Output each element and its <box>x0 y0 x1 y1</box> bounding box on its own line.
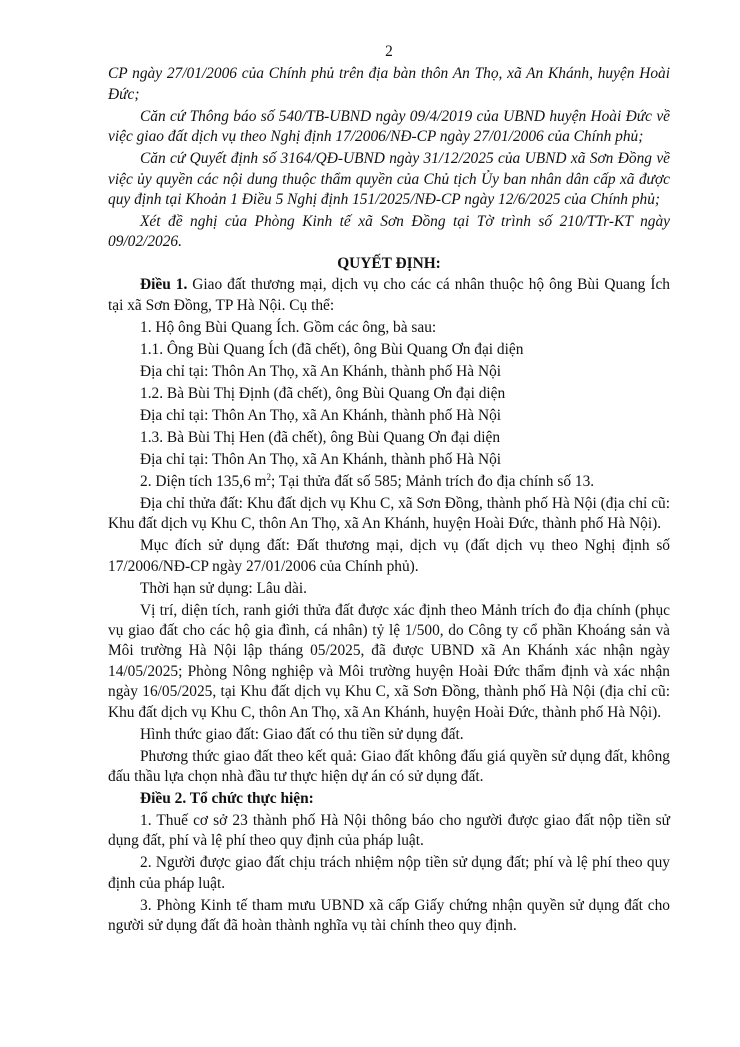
preamble-basis-notice: Căn cứ Thông báo số 540/TB-UBND ngày 09/4/2019 của UBND huyện Hoài Đức về việc giao đất dịch vụ theo Nghị định 17/2006/NĐ-CP ngày 27/01/2006 của Chính phủ; <box>108 107 670 146</box>
decision-title: QUYẾT ĐỊNH: <box>337 255 441 273</box>
member-3: 1.3. Bà Bùi Thị Hen (đã chết), ông Bùi Quang Ơn đại diện <box>140 428 501 446</box>
page-number: 2 <box>385 43 393 60</box>
article-1-intro-text: Giao đất thương mại, dịch vụ cho các cá nhân thuộc hộ ông Bùi Quang Ích tại xã Sơn Đồng, TP Hà Nội. Cụ thể: <box>108 276 670 314</box>
land-address: Địa chỉ thửa đất: Khu đất dịch vụ Khu C, xã Sơn Đồng, thành phố Hà Nội (địa chỉ cũ: Khu đất dịch vụ Khu C, thôn An Thọ, xã An Khánh, huyện Hoài Đức, thành phố Hà Nội). <box>108 494 670 533</box>
land-area-superscript: 2 <box>266 471 272 482</box>
preamble-continuation: CP ngày 27/01/2006 của Chính phủ trên địa bàn thôn An Thọ, xã An Khánh, huyện Hoài Đức; <box>108 65 670 103</box>
article-1-heading: Điều 1. <box>140 276 188 294</box>
household-line: 1. Hộ ông Bùi Quang Ích. Gồm các ông, bà sau: <box>140 318 437 336</box>
allocation-form: Hình thức giao đất: Giao đất có thu tiền sử dụng đất. <box>140 725 464 743</box>
land-area-line <box>108 472 670 492</box>
preamble-proposal: Xét đề nghị của Phòng Kinh tế xã Sơn Đồng tại Tờ trình số 210/TTr-KT ngày 09/02/2026. <box>108 213 670 251</box>
land-term: Thời hạn sử dụng: Lâu dài. <box>140 579 307 597</box>
land-area-suffix: ; Tại thửa đất số 585; Mảnh trích đo địa chính số 13. <box>271 472 595 490</box>
member-3-address: Địa chỉ tại: Thôn An Thọ, xã An Khánh, thành phố Hà Nội <box>140 450 502 468</box>
article-2-item-3: 3. Phòng Kinh tế tham mưu UBND xã cấp Giấy chứng nhận quyền sử dụng đất cho người sử dụng đất đã hoàn thành nghĩa vụ tài chính theo quy định. <box>108 896 670 935</box>
article-2-heading: Điều 2. Tổ chức thực hiện: <box>140 790 314 807</box>
preamble-basis-decision: Căn cứ Quyết định số 3164/QĐ-UBND ngày 31/12/2025 của UBND xã Sơn Đồng về việc ủy quyền các nội dung thuộc thẩm quyền của Chủ tịch Ủy ban nhân dân cấp xã được quy định tại Khoản 1 Điều 5 Nghị định 151/2025/NĐ-CP ngày 12/6/2025 của Chính phủ; <box>108 150 670 209</box>
land-area-prefix: 2. Diện tích 135,6 m <box>140 472 267 490</box>
document-page <box>108 42 670 938</box>
member-2: 1.2. Bà Bùi Thị Định (đã chết), ông Bùi Quang Ơn đại diện <box>140 384 506 402</box>
article-2-item-1: 1. Thuế cơ sở 23 thành phố Hà Nội thông báo cho người được giao đất nộp tiền sử dụng đất, phí và lệ phí theo quy định của pháp luật. <box>108 812 670 850</box>
article-2-item-2: 2. Người được giao đất chịu trách nhiệm nộp tiền sử dụng đất; phí và lệ phí theo quy định của pháp luật. <box>108 854 670 892</box>
member-1: 1.1. Ông Bùi Quang Ích (đã chết), ông Bùi Quang Ơn đại diện <box>140 340 524 358</box>
land-purpose: Mục đích sử dụng đất: Đất thương mại, dịch vụ (đất dịch vụ theo Nghị định số 17/2006/NĐ-CP ngày 27/01/2006 của Chính phủ). <box>108 537 670 575</box>
article-1-intro <box>108 275 670 316</box>
land-location: Vị trí, diện tích, ranh giới thửa đất được xác định theo Mảnh trích đo địa chính (phục vụ giao đất cho các hộ gia đình, cá nhân) tỷ lệ 1/500, do Công ty cổ phần Khoáng sản và Môi trường Hà Nội lập tháng 05/2025, đã được UBND xã An Khánh xác nhận ngày 14/05/2025; Phòng Nông nghiệp và Môi trường huyện Hoài Đức thẩm định và xác nhận ngày 16/05/2025, tại Khu đất dịch vụ Khu C, xã Sơn Đồng, thành phố Hà Nội (địa chỉ cũ: Khu đất dịch vụ Khu C, thôn An Thọ, xã An Khánh, huyện Hoài Đức, thành phố Hà Nội). <box>108 601 670 721</box>
member-2-address: Địa chỉ tại: Thôn An Thọ, xã An Khánh, thành phố Hà Nội <box>140 406 502 424</box>
member-1-address: Địa chỉ tại: Thôn An Thọ, xã An Khánh, thành phố Hà Nội <box>140 362 502 380</box>
allocation-method: Phương thức giao đất theo kết quả: Giao đất không đấu giá quyền sử dụng đất, không đấu thầu lựa chọn nhà đầu tư thực hiện dự án có sử dụng đất. <box>108 747 670 785</box>
